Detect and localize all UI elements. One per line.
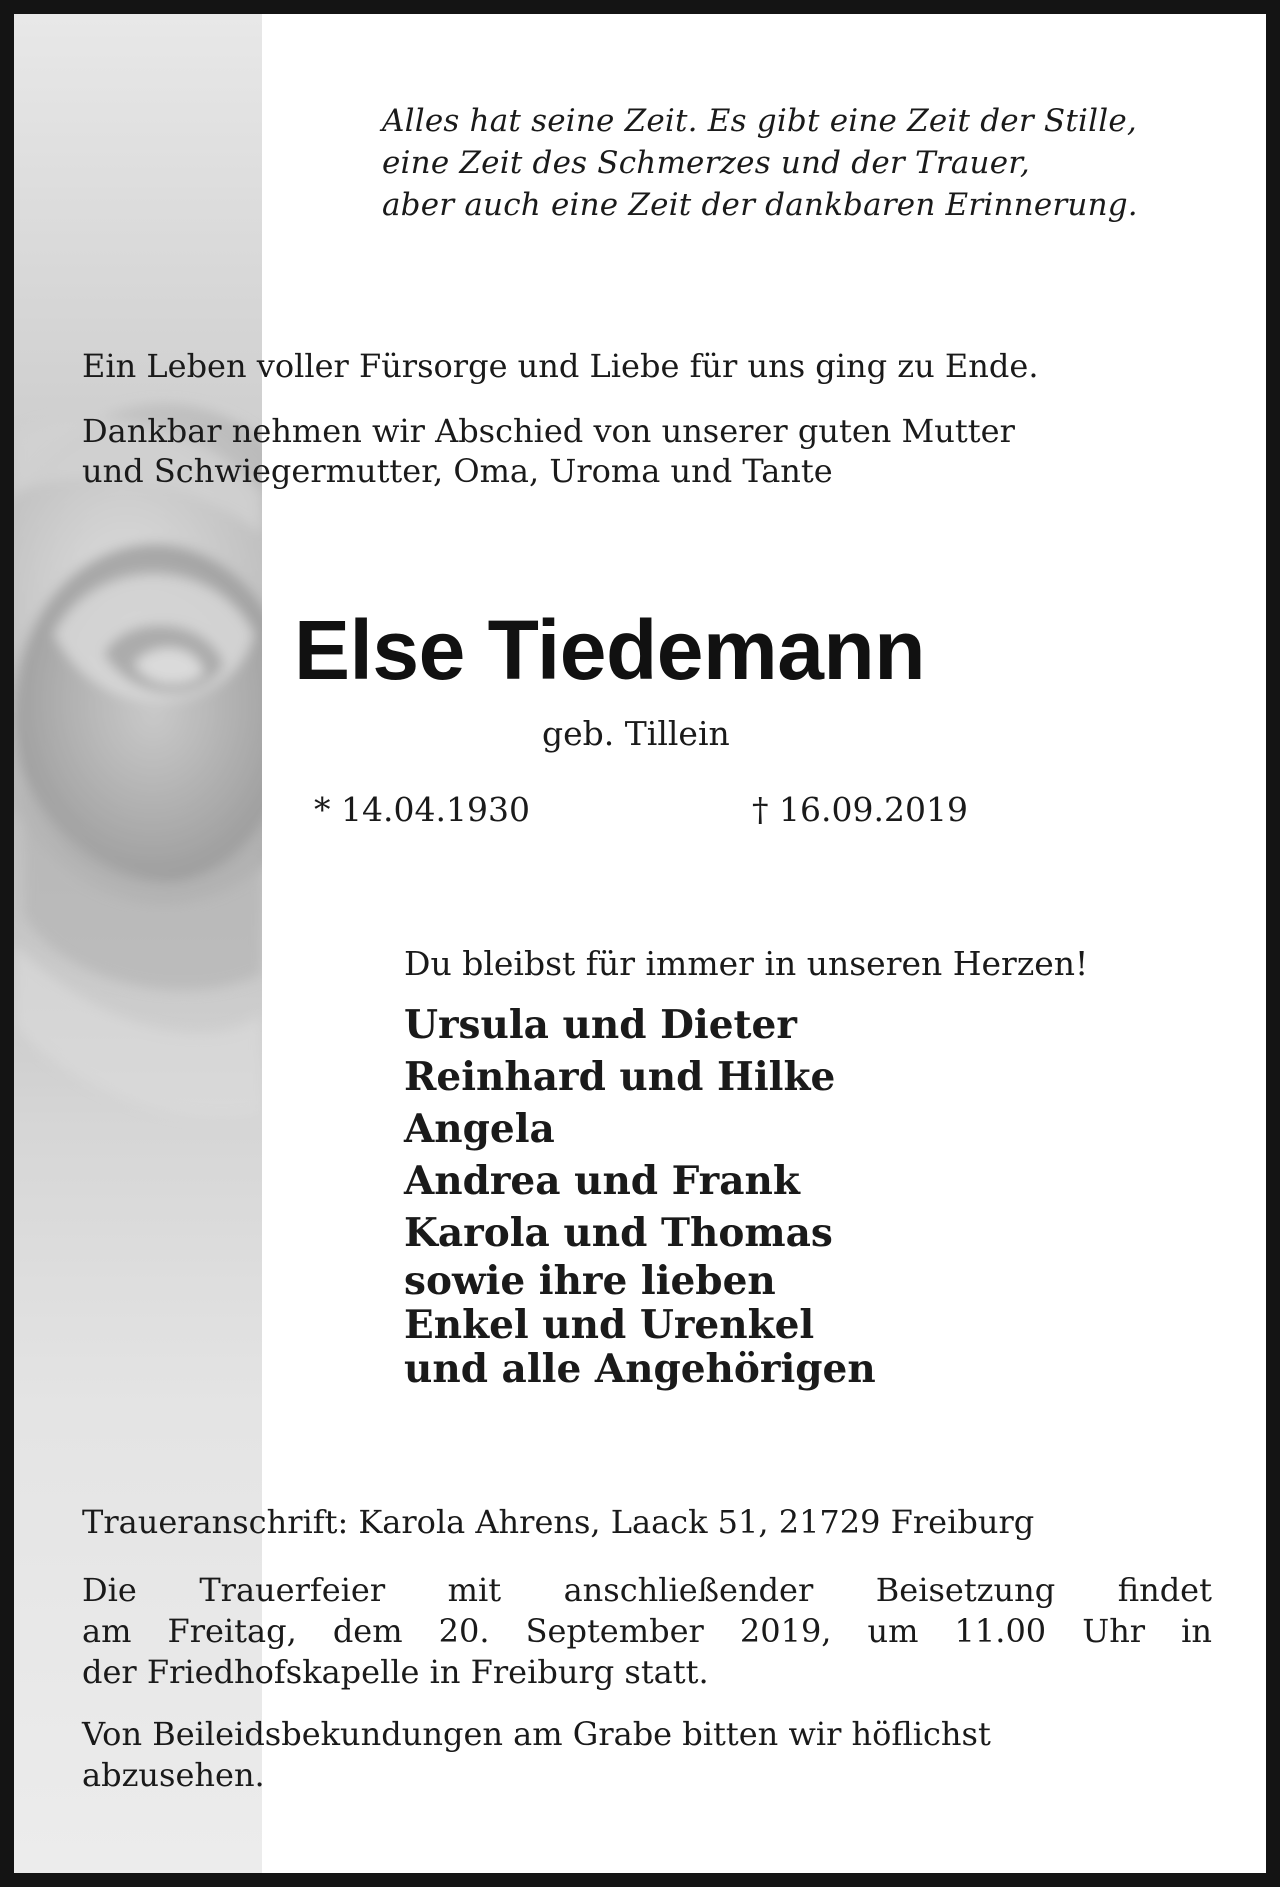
family-member: Reinhard und Hilke: [404, 1054, 836, 1100]
farewell-line: und Schwiegermutter, Oma, Uroma und Tante: [82, 452, 833, 490]
service-word: dem: [332, 1612, 403, 1650]
family-member: sowie ihre lieben: [404, 1258, 776, 1304]
service-word: anschließender: [563, 1571, 814, 1609]
condolence-note: [82, 1714, 1212, 1796]
motto-line: aber auch eine Zeit der dankbaren Erinnerung.: [382, 187, 1138, 223]
service-word: am: [82, 1612, 132, 1650]
family-member: und alle Angehörigen: [404, 1346, 876, 1392]
funeral-service-text: [82, 1570, 1212, 1693]
service-line: [82, 1570, 1212, 1611]
service-word: 20.: [438, 1612, 490, 1650]
service-word: Trauerfeier: [199, 1571, 386, 1609]
deceased-name: Else Tiedemann: [294, 603, 926, 697]
service-word: Uhr: [1082, 1612, 1146, 1650]
service-line: [82, 1611, 1212, 1652]
maiden-name: geb. Tillein: [542, 714, 730, 753]
service-word: um: [867, 1612, 919, 1650]
condolence-line: Von Beileidsbekundungen am Grabe bitten wir höflichst: [82, 1715, 991, 1753]
family-member: Angela: [404, 1106, 555, 1152]
family-list: [404, 999, 876, 1391]
farewell-text: [82, 411, 1232, 491]
family-member: Karola und Thomas: [404, 1210, 833, 1256]
motto-line: eine Zeit des Schmerzes und der Trauer,: [382, 145, 1030, 181]
service-word: September: [525, 1612, 704, 1650]
heart-line: Du bleibst für immer in unseren Herzen!: [404, 944, 1089, 983]
service-word: Freitag,: [167, 1612, 297, 1650]
birth-date: * 14.04.1930: [314, 790, 530, 829]
motto-quote: [382, 100, 1222, 226]
service-word: Die: [82, 1571, 137, 1609]
intro-text: Ein Leben voller Fürsorge und Liebe für uns ging zu Ende.: [82, 347, 1039, 385]
service-word: 11.00: [954, 1612, 1047, 1650]
service-word: in: [1181, 1612, 1212, 1650]
service-line: der Friedhofskapelle in Freiburg statt.: [82, 1653, 709, 1691]
motto-line: Alles hat seine Zeit. Es gibt eine Zeit der Stille,: [382, 103, 1137, 139]
service-word: findet: [1117, 1571, 1212, 1609]
family-member: Ursula und Dieter: [404, 1002, 797, 1048]
farewell-line: Dankbar nehmen wir Abschied von unserer guten Mutter: [82, 412, 1015, 450]
mourning-address: Traueranschrift: Karola Ahrens, Laack 51, 21729 Freiburg: [82, 1503, 1035, 1541]
service-word: mit: [447, 1571, 502, 1609]
death-date: † 16.09.2019: [752, 790, 968, 829]
service-word: 2019,: [739, 1612, 832, 1650]
family-member: Andrea und Frank: [404, 1158, 800, 1204]
condolence-line: abzusehen.: [82, 1756, 265, 1794]
service-word: Beisetzung: [875, 1571, 1056, 1609]
family-member: Enkel und Urenkel: [404, 1302, 815, 1348]
